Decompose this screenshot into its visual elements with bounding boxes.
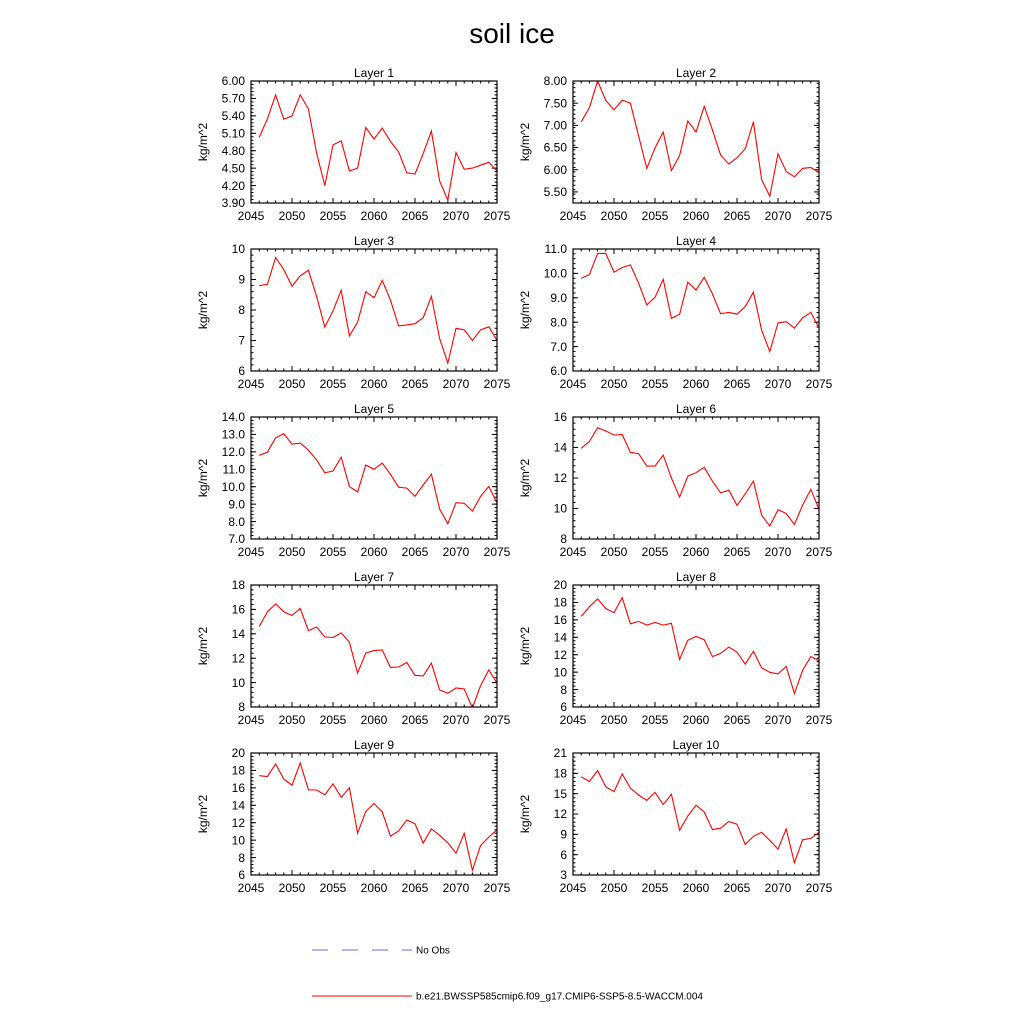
x-tick-label: 2050 (278, 209, 306, 223)
y-tick-label: 10.0 (543, 266, 567, 281)
panel-title: Layer 10 (672, 738, 720, 752)
x-tick-label: 2045 (559, 881, 587, 895)
y-axis-label: kg/m^2 (518, 794, 532, 834)
y-tick-label: 16 (553, 613, 567, 628)
y-tick-label: 11.0 (222, 462, 245, 477)
y-tick-label: 7.50 (543, 96, 567, 111)
x-tick-label: 2065 (401, 881, 429, 895)
x-tick-label: 2055 (641, 209, 669, 223)
y-axis-label: kg/m^2 (196, 290, 210, 330)
y-tick-label: 6 (560, 700, 567, 715)
plot-frame (251, 753, 497, 875)
x-tick-label: 2060 (360, 881, 388, 895)
x-tick-label: 2060 (682, 545, 710, 559)
y-tick-label: 10 (231, 675, 245, 690)
x-tick-label: 2060 (360, 713, 388, 727)
x-tick-label: 2060 (360, 545, 388, 559)
x-tick-label: 2070 (764, 881, 792, 895)
panel-layer-3 (196, 234, 511, 391)
x-tick-label: 2055 (319, 713, 347, 727)
legend-obs-label: No Obs (416, 945, 450, 957)
x-tick-label: 2075 (805, 545, 833, 559)
y-tick-label: 14 (231, 798, 245, 813)
x-tick-label: 2050 (600, 545, 628, 559)
x-tick-label: 2055 (641, 377, 669, 391)
x-tick-label: 2070 (764, 209, 792, 223)
x-tick-label: 2065 (723, 545, 751, 559)
x-tick-label: 2045 (559, 209, 587, 223)
y-axis-label: kg/m^2 (196, 626, 210, 666)
plot-frame (573, 249, 819, 371)
y-tick-label: 15 (553, 786, 567, 801)
y-tick-label: 12 (231, 815, 245, 830)
plot-frame (573, 81, 819, 203)
x-tick-label: 2065 (401, 545, 429, 559)
y-tick-label: 8.0 (550, 315, 567, 330)
y-tick-label: 5.40 (221, 109, 245, 124)
y-tick-label: 6 (560, 847, 567, 862)
y-tick-label: 10.0 (221, 479, 245, 494)
panel-title: Layer 7 (353, 570, 395, 584)
y-tick-label: 11.0 (544, 242, 567, 257)
y-tick-label: 8 (238, 700, 245, 715)
series-line (259, 763, 497, 870)
x-tick-label: 2060 (682, 881, 710, 895)
x-tick-label: 2065 (401, 713, 429, 727)
x-tick-label: 2050 (600, 881, 628, 895)
y-axis-label: kg/m^2 (196, 122, 210, 162)
x-tick-label: 2055 (641, 881, 669, 895)
panel-layer-7 (196, 570, 511, 727)
panel-title: Layer 1 (353, 66, 395, 80)
y-tick-label: 5.70 (221, 91, 245, 106)
panel-title: Layer 3 (353, 234, 395, 248)
panel-layer-4 (518, 234, 833, 391)
x-tick-label: 2075 (483, 713, 511, 727)
panel-title: Layer 2 (675, 66, 717, 80)
y-tick-label: 16 (231, 781, 245, 796)
x-tick-label: 2050 (600, 377, 628, 391)
series-line (581, 81, 819, 196)
x-tick-label: 2055 (319, 209, 347, 223)
y-tick-label: 6 (238, 364, 245, 379)
panel-title: Layer 5 (353, 402, 395, 416)
x-tick-label: 2070 (442, 545, 470, 559)
series-line (259, 604, 497, 708)
y-axis-label: kg/m^2 (518, 458, 532, 498)
y-tick-label: 16 (231, 602, 245, 617)
series-line (581, 253, 819, 351)
x-tick-label: 2075 (483, 377, 511, 391)
y-axis-label: kg/m^2 (196, 794, 210, 834)
x-tick-label: 2060 (360, 377, 388, 391)
y-tick-label: 10 (553, 665, 567, 680)
panel-title: Layer 8 (675, 570, 717, 584)
plot-frame (573, 585, 819, 707)
x-tick-label: 2075 (483, 209, 511, 223)
x-tick-label: 2070 (442, 377, 470, 391)
x-tick-label: 2060 (682, 209, 710, 223)
y-axis-label: kg/m^2 (196, 458, 210, 498)
y-tick-label: 10 (231, 242, 245, 257)
y-tick-label: 10 (231, 833, 245, 848)
y-tick-label: 8 (560, 532, 567, 547)
y-tick-label: 14 (553, 630, 567, 645)
y-tick-label: 7 (238, 333, 245, 348)
y-tick-label: 13.0 (221, 427, 245, 442)
y-axis-label: kg/m^2 (518, 122, 532, 162)
y-tick-label: 14.0 (221, 410, 245, 425)
y-tick-label: 12 (553, 647, 567, 662)
plot-frame (573, 417, 819, 539)
y-tick-label: 6.0 (550, 364, 567, 379)
y-tick-label: 18 (553, 766, 567, 781)
y-tick-label: 18 (231, 578, 245, 593)
x-tick-label: 2055 (319, 881, 347, 895)
x-tick-label: 2055 (641, 545, 669, 559)
y-tick-label: 12.0 (221, 445, 245, 460)
y-tick-label: 6.50 (543, 140, 567, 155)
panel-layer-8 (518, 570, 833, 727)
series-line (581, 771, 819, 863)
y-tick-label: 10 (553, 501, 567, 516)
panel-layer-9 (196, 738, 511, 895)
x-tick-label: 2045 (237, 545, 265, 559)
x-tick-label: 2050 (278, 713, 306, 727)
series-line (259, 434, 497, 524)
plot-frame (251, 81, 497, 203)
x-tick-label: 2070 (442, 713, 470, 727)
y-tick-label: 7.0 (550, 339, 567, 354)
y-tick-label: 8 (560, 682, 567, 697)
y-tick-label: 5.10 (221, 126, 245, 141)
y-tick-label: 14 (553, 440, 567, 455)
x-tick-label: 2045 (559, 545, 587, 559)
x-tick-label: 2065 (723, 209, 751, 223)
y-tick-label: 4.80 (221, 143, 245, 158)
y-tick-label: 12 (231, 651, 245, 666)
x-tick-label: 2075 (805, 881, 833, 895)
y-tick-label: 8 (238, 303, 245, 318)
legend-model-label: b.e21.BWSSP585cmip6.f09_g17.CMIP6-SSP5-8.5-WACCM.004 (416, 991, 703, 1003)
x-tick-label: 2060 (682, 377, 710, 391)
x-tick-label: 2075 (483, 545, 511, 559)
x-tick-label: 2075 (805, 377, 833, 391)
x-tick-label: 2045 (237, 209, 265, 223)
x-tick-label: 2055 (319, 545, 347, 559)
series-line (259, 258, 497, 364)
x-tick-label: 2065 (723, 377, 751, 391)
x-tick-label: 2065 (401, 377, 429, 391)
x-tick-label: 2075 (805, 713, 833, 727)
y-tick-label: 6.00 (543, 162, 567, 177)
y-tick-label: 6.00 (221, 74, 245, 89)
x-tick-label: 2070 (764, 377, 792, 391)
legend (312, 946, 703, 1003)
x-tick-label: 2045 (559, 377, 587, 391)
panel-title: Layer 6 (675, 402, 717, 416)
panel-title: Layer 9 (353, 738, 395, 752)
y-tick-label: 21 (553, 746, 567, 761)
y-tick-label: 8 (238, 850, 245, 865)
y-tick-label: 8.0 (228, 514, 245, 529)
plot-frame (573, 753, 819, 875)
x-tick-label: 2070 (442, 209, 470, 223)
panel-title: Layer 4 (675, 234, 717, 248)
x-tick-label: 2075 (483, 881, 511, 895)
x-tick-label: 2065 (723, 713, 751, 727)
panel-layer-5 (196, 402, 511, 559)
y-tick-label: 16 (553, 410, 567, 425)
x-tick-label: 2070 (764, 545, 792, 559)
x-tick-label: 2045 (237, 881, 265, 895)
y-tick-label: 4.20 (221, 178, 245, 193)
x-tick-label: 2045 (237, 377, 265, 391)
x-tick-label: 2070 (442, 881, 470, 895)
panel-layer-10 (518, 738, 833, 895)
x-tick-label: 2065 (723, 881, 751, 895)
y-tick-label: 9 (238, 272, 245, 287)
x-tick-label: 2075 (805, 209, 833, 223)
x-tick-label: 2060 (360, 209, 388, 223)
x-tick-label: 2050 (278, 881, 306, 895)
y-tick-label: 20 (231, 746, 245, 761)
x-tick-label: 2050 (278, 545, 306, 559)
y-tick-label: 20 (553, 578, 567, 593)
x-tick-label: 2050 (278, 377, 306, 391)
y-tick-label: 5.50 (543, 185, 567, 200)
x-tick-label: 2065 (401, 209, 429, 223)
series-line (259, 95, 497, 200)
y-tick-label: 7.00 (543, 118, 567, 133)
panel-layer-2 (518, 66, 833, 223)
x-tick-label: 2050 (600, 713, 628, 727)
y-tick-label: 14 (231, 627, 245, 641)
y-tick-label: 18 (553, 595, 567, 610)
y-tick-label: 3 (560, 868, 567, 883)
y-tick-label: 18 (231, 763, 245, 778)
y-tick-label: 9.0 (228, 497, 245, 512)
plot-frame (251, 417, 497, 539)
panels (196, 66, 833, 895)
x-tick-label: 2045 (237, 713, 265, 727)
x-tick-label: 2060 (682, 713, 710, 727)
y-axis-label: kg/m^2 (518, 626, 532, 666)
y-axis-label: kg/m^2 (518, 290, 532, 330)
y-tick-label: 4.50 (221, 161, 245, 176)
y-tick-label: 8.00 (543, 74, 567, 89)
panel-layer-1 (196, 66, 511, 223)
y-tick-label: 3.90 (221, 196, 245, 211)
x-tick-label: 2070 (764, 713, 792, 727)
series-line (581, 428, 819, 526)
x-tick-label: 2045 (559, 713, 587, 727)
y-tick-label: 12 (553, 471, 567, 486)
panel-layer-6 (518, 402, 833, 559)
plot-frame (251, 249, 497, 371)
x-tick-label: 2055 (641, 713, 669, 727)
figure-title: soil ice (469, 18, 555, 49)
series-line (581, 598, 819, 694)
y-tick-label: 6 (238, 868, 245, 883)
y-tick-label: 7.0 (228, 532, 245, 547)
x-tick-label: 2055 (319, 377, 347, 391)
y-tick-label: 9 (560, 827, 567, 842)
x-tick-label: 2050 (600, 209, 628, 223)
y-tick-label: 12 (553, 807, 567, 822)
y-tick-label: 9.0 (550, 291, 567, 305)
